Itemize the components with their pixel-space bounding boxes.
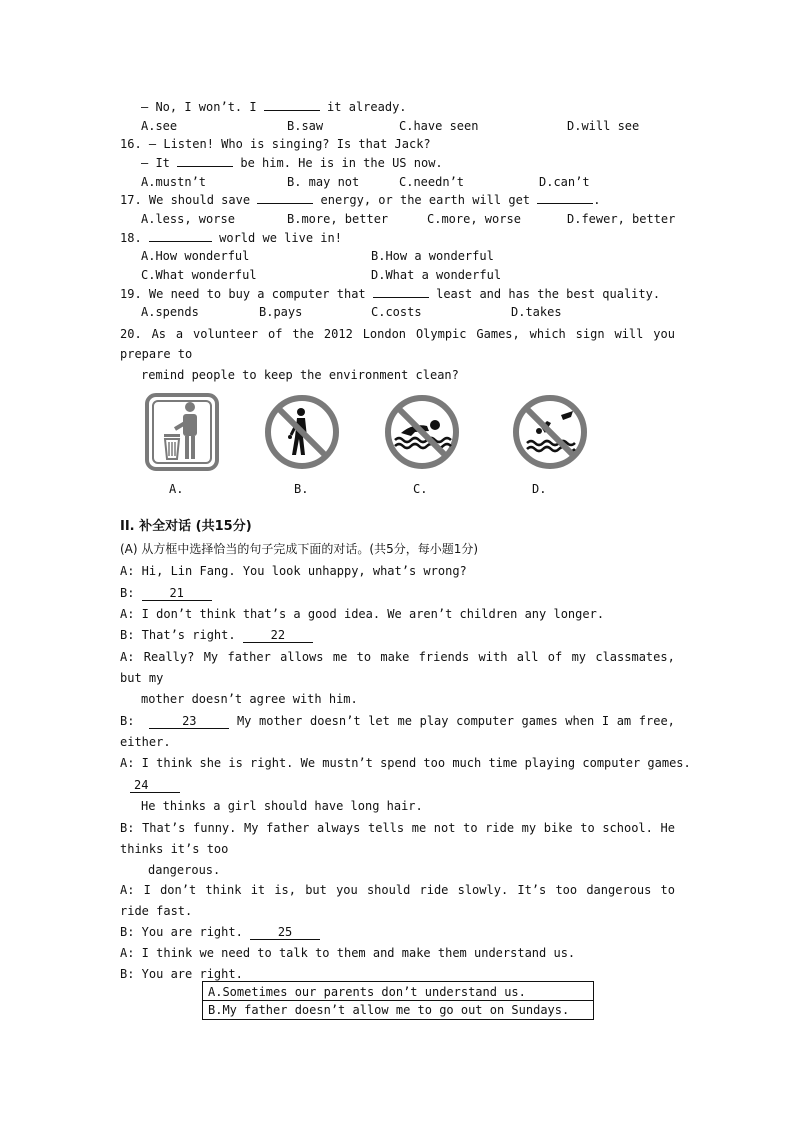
dialog-word: slowly. [457, 883, 509, 897]
q17-stem-pre: 17. We should save [120, 193, 258, 207]
dialog-line [120, 821, 675, 835]
section-instruction: (A) 从方框中选择恰当的句子完成下面的对话。(共5分，每小题1分) [120, 542, 479, 556]
q17-blank-2[interactable] [537, 203, 593, 204]
dialog-word: school. [602, 821, 653, 835]
blank-23[interactable]: 23 [149, 714, 229, 729]
q17-option-c: C.more, worse [427, 212, 521, 226]
dialog-word: my [521, 821, 537, 835]
q18-option-d: D.What a wonderful [371, 268, 502, 282]
q17-option-a: A.less, worse [141, 212, 235, 226]
q17-stem [120, 193, 600, 207]
dialog-word: you [336, 883, 358, 897]
no-diving-sign-icon[interactable] [511, 393, 589, 471]
options-box-divider [203, 1000, 593, 1001]
dialog-line [120, 883, 675, 897]
sign-label-a: A. [169, 482, 184, 496]
q20-word: volunteer [193, 327, 259, 341]
q16-option-a: A.mustn’t [141, 175, 207, 189]
q20-word: of [267, 327, 283, 341]
dialog-word: That’s [142, 821, 186, 835]
q15-blank[interactable] [264, 110, 320, 111]
q20-word: London [362, 327, 407, 341]
blank-21[interactable]: 21 [142, 586, 212, 601]
dialog-text: B: You are right. [120, 925, 251, 939]
dialog-word: It’s [517, 883, 547, 897]
dialog-word: with [478, 650, 508, 664]
dialog-word: me [411, 821, 427, 835]
q19-option-b: B.pays [259, 305, 303, 319]
dialog-line: mother doesn’t agree with him. [141, 692, 358, 706]
dialog-word: free, [638, 714, 675, 728]
dialog-word: ride [419, 883, 449, 897]
dialog-speaker: B: [120, 586, 142, 600]
q20-word: will [614, 327, 644, 341]
dialog-word: should [366, 883, 411, 897]
dialog-word: friends [418, 650, 470, 664]
q20-word: 20. [120, 327, 142, 341]
dialog-word: My [236, 714, 252, 728]
dialog-line: B: You are right. [120, 967, 243, 981]
box-option-a[interactable]: A.Sometimes our parents don’t understand us. [208, 985, 526, 999]
dialog-word: don’t [160, 883, 197, 897]
dialog-line: ride fast. [120, 904, 193, 918]
dialog-word: B: [120, 821, 135, 835]
dialog-word: dangerous [586, 883, 652, 897]
dialog-word: mother [259, 714, 303, 728]
dialog-word: computer [456, 714, 514, 728]
q20-word: sign [575, 327, 605, 341]
dialog-word: I [601, 714, 610, 728]
q18-stem [120, 231, 342, 245]
blank-25[interactable]: 25 [250, 925, 320, 940]
dialog-speaker: B: [120, 714, 142, 728]
dialog-line: thinks it’s too [120, 842, 229, 856]
q20-word: Olympic [415, 327, 467, 341]
q20-word: you [653, 327, 675, 341]
dialog-line [120, 714, 675, 729]
dialog-word: make [380, 650, 410, 664]
dialog-word: too [555, 883, 578, 897]
dialog-word: am [616, 714, 632, 728]
q20-word: As [151, 327, 167, 341]
section-title: II. 补全对话 (共15分) [120, 519, 252, 534]
sign-label-d: D. [532, 482, 547, 496]
dialog-word: doesn’t [310, 714, 361, 728]
q17-stem-mid: energy, or the earth will get [313, 193, 538, 207]
dialog-word: to [660, 883, 675, 897]
dialog-word: A: [120, 883, 135, 897]
box-option-b[interactable]: B.My father doesn’t allow me to go out on Sundays. [208, 1003, 570, 1017]
dialog-word: ride [485, 821, 515, 835]
q19-stem [120, 287, 660, 301]
q17-blank-1[interactable] [257, 203, 313, 204]
dialog-line: A: I think we need to talk to them and make them understand us. [120, 946, 576, 960]
dialog-word: to [580, 821, 595, 835]
q20-stem-line3: remind people to keep the environment clean? [141, 368, 459, 382]
q18-option-a: A.How wonderful [141, 249, 250, 263]
q18-option-b: B.How a wonderful [371, 249, 494, 263]
dialog-word: I [143, 883, 151, 897]
dialog-word: but [305, 883, 327, 897]
dialog-word: my [571, 650, 587, 664]
q16-option-b: B. may not [287, 175, 360, 189]
blank-24[interactable]: 24 [130, 778, 180, 793]
q16-blank[interactable] [177, 166, 233, 167]
dialog-line: dangerous. [148, 863, 221, 877]
dialog-word: me [397, 714, 412, 728]
dialog-line: A: I don’t think that’s a good idea. We aren’t children any longer. [120, 607, 605, 621]
dialog-word: me [332, 650, 348, 664]
dialog-word: classmates, [595, 650, 675, 664]
dialog-line: either. [120, 735, 171, 749]
dialog-line: A: Hi, Lin Fang. You look unhappy, what’s wrong? [120, 564, 467, 578]
q16-option-c: C.needn’t [399, 175, 465, 189]
sign-label-c: C. [413, 482, 428, 496]
dialog-line [120, 925, 320, 940]
litter-bin-sign-icon[interactable] [145, 393, 219, 471]
dialog-word: He [660, 821, 675, 835]
q19-option-c: C.costs [371, 305, 422, 319]
q20-word: the [292, 327, 314, 341]
dialog-line [120, 628, 313, 643]
q15-option-d: D.will see [567, 119, 640, 133]
dialog-text: B: That’s right. [120, 628, 243, 642]
q15-answer-line [141, 100, 407, 114]
q15-option-b: B.saw [287, 119, 324, 133]
dialog-word: tells [368, 821, 405, 835]
dialog-line [120, 650, 675, 664]
dialog-word: Really? [143, 650, 195, 664]
q18-stem-post: world we live in! [211, 231, 342, 245]
blank-22[interactable]: 22 [243, 628, 313, 643]
q17-option-d: D.fewer, better [567, 212, 676, 226]
q19-blank[interactable] [373, 297, 429, 298]
dialog-word: all [516, 650, 539, 664]
q20-word: a [175, 327, 184, 341]
dialog-word: let [368, 714, 390, 728]
dialog-line: A: I think she is right. We mustn’t spend too much time playing computer games. [120, 756, 691, 770]
dialog-word: A: [120, 650, 135, 664]
dialog-word: always [317, 821, 361, 835]
q20-word: Games, [476, 327, 520, 341]
dialog-word: funny. [193, 821, 237, 835]
q18-blank[interactable] [149, 241, 212, 242]
dialog-word: think [205, 883, 242, 897]
dialog-word: My [203, 650, 219, 664]
dialog-line [130, 778, 180, 793]
q19-option-d: D.takes [511, 305, 562, 319]
q15-line-post: it already. [319, 100, 407, 114]
q19-option-a: A.spends [141, 305, 199, 319]
dialog-word: to [463, 821, 478, 835]
q20-stem-line1 [120, 327, 675, 341]
dialog-word: when [565, 714, 595, 728]
dialog-word: bike [543, 821, 573, 835]
dialog-word: it [250, 883, 266, 897]
q19-stem-post: least and has the best quality. [428, 287, 661, 301]
sign-label-b: B. [294, 482, 309, 496]
dialog-word: to [356, 650, 372, 664]
no-littering-sign-icon[interactable] [263, 393, 341, 471]
options-box [202, 981, 594, 1020]
dialog-word: of [547, 650, 563, 664]
dialog-word: not [433, 821, 456, 835]
q18-option-c: C.What wonderful [141, 268, 257, 282]
q16-answer-line [141, 156, 443, 170]
q15-line-pre: – No, I won’t. I [141, 100, 264, 114]
q16-line-post: be him. He is in the US now. [233, 156, 443, 170]
dialog-word: play [419, 714, 449, 728]
dialog-word: My [244, 821, 259, 835]
q20-word: 2012 [323, 327, 353, 341]
q15-option-a: A.see [141, 119, 178, 133]
dialog-line: but my [120, 671, 164, 685]
dialog-line: He thinks a girl should have long hair. [141, 799, 423, 813]
q16-line-pre: – It [141, 156, 178, 170]
q20-stem-line2: prepare to [120, 347, 193, 361]
q20-word: which [529, 327, 566, 341]
dialog-line [120, 586, 212, 601]
q15-option-c: C.have seen [399, 119, 479, 133]
q19-stem-pre: 19. We need to buy a computer that [120, 287, 373, 301]
dialog-word: father [227, 650, 271, 664]
q16-option-d: D.can’t [539, 175, 590, 189]
dialog-word: father [266, 821, 310, 835]
q18-stem-pre: 18. [120, 231, 149, 245]
dialog-word: is, [274, 883, 297, 897]
no-swimming-sign-icon[interactable] [383, 393, 461, 471]
dialog-word: allows [280, 650, 324, 664]
q17-option-b: B.more, better [287, 212, 389, 226]
dialog-word: games [521, 714, 558, 728]
q16-stem: 16. – Listen! Who is singing? Is that Jack? [120, 137, 431, 151]
q17-stem-post: . [593, 193, 601, 207]
